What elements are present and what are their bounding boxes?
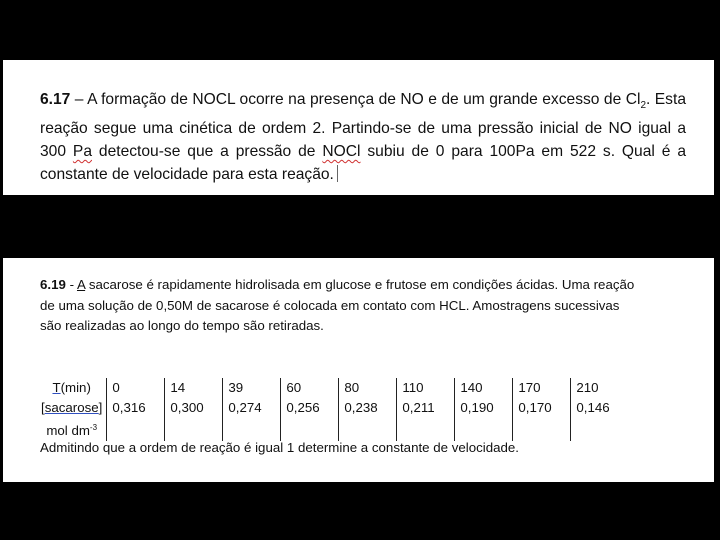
conc-value: 0,211 [402,400,435,415]
problem-619-panel [3,258,714,482]
table-column [513,378,571,441]
problem-617-subscript: 2 [640,100,646,112]
unit-header-text: mol dm [46,423,90,438]
table-column [165,378,223,441]
time-value: 210 [576,380,599,395]
table-column [339,378,397,441]
problem-617-seg-4: detectou-se que a pressão de [92,143,323,161]
problem-619-text [40,275,640,337]
problem-617-panel [3,60,714,195]
bracket-open: [ [41,400,45,415]
bracket-close: ] [98,400,103,415]
conc-value: 0,274 [228,400,262,415]
problem-617-number: 6.17 [40,91,71,108]
table-column [107,378,165,441]
table-column [397,378,455,441]
problem-617-text [40,88,686,186]
time-header [41,378,102,398]
text-cursor [337,165,338,182]
conc-value: 0,238 [344,400,378,415]
time-value: 80 [344,380,360,395]
time-value: 110 [402,380,424,395]
problem-617-seg-6: subiu de 0 para 100Pa em 522 s. Qual é a constante de velocidade para esta reação. [40,143,686,184]
time-value: 140 [460,380,483,395]
table-column [455,378,513,441]
sucrose-header [41,398,102,418]
time-value: 39 [228,380,244,395]
table-column [571,378,629,441]
time-value: 0 [112,380,120,395]
problem-619-dash: - [65,277,77,292]
time-header-t: T [52,380,61,395]
problem-619-question: Admitindo que a ordem de reação é igual 1 determine a constante de velocidade. [40,440,519,455]
sucrose-header-word: sacarose [44,400,99,415]
conc-value: 0,256 [286,400,320,415]
unit-header-exponent: -3 [89,423,98,432]
time-value: 170 [518,380,541,395]
problem-619-number: 6.19 [40,277,66,292]
conc-value: 0,146 [576,400,610,415]
conc-value: 0,300 [170,400,204,415]
problem-619-a: A [76,277,86,292]
table-column [223,378,281,441]
sucrose-data-table [41,378,628,441]
table-column [281,378,339,441]
spellcheck-nocl: NOCl [322,143,361,161]
problem-619-body: sacarose é rapidamente hidrolisada em glucose e frutose em condições ácidas. Uma reação de uma solução de 0,50M de sacarose é colocada em contato com HCL. Amostragens sucessivas são realizadas ao longo do tempo são retiradas. [40,277,635,333]
spellcheck-pa: Pa [72,143,92,161]
problem-617-seg-0: – A formação de NOCL ocorre na presença de NO e de um grande excesso de Cl [70,91,641,108]
conc-value: 0,190 [460,400,494,415]
time-value: 14 [170,380,186,395]
table-header-cell [41,378,107,441]
problem-617-seg-2: . Esta reação segue uma cinética de ordem 2. Partindo-se de uma pressão inicial de NO igual a 300 [40,91,686,161]
conc-value: 0,316 [112,400,146,415]
time-header-unit: (min) [60,380,91,395]
time-value: 60 [286,380,302,395]
conc-value: 0,170 [518,400,552,415]
